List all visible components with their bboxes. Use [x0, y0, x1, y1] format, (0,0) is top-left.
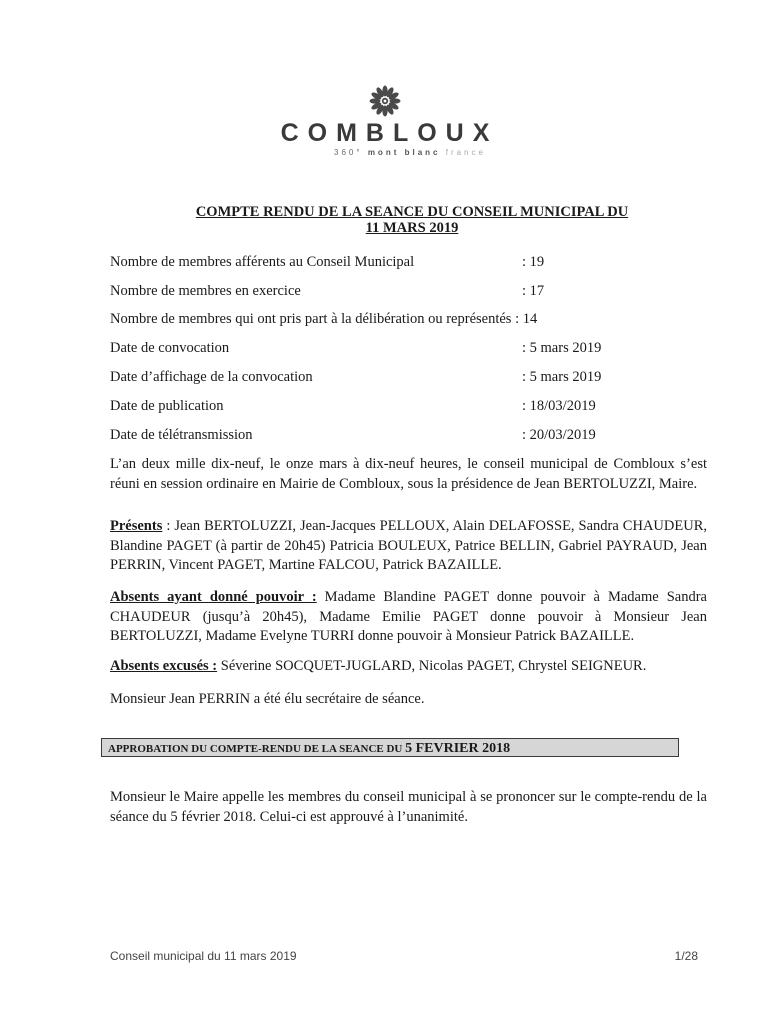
title-line-1: COMPTE RENDU DE LA SEANCE DU CONSEIL MUNICIPAL DU — [195, 204, 629, 220]
footer-title: Conseil municipal du 11 mars 2019 — [110, 949, 297, 963]
page-footer — [110, 949, 698, 963]
stat-row — [110, 282, 545, 300]
stat-label: Date de publication — [110, 398, 224, 414]
stat-row — [110, 339, 602, 357]
stat-row — [110, 368, 602, 386]
stat-value: : 5 mars 2019 — [522, 340, 602, 356]
section-heading-approbation — [101, 738, 679, 757]
approval-paragraph: Monsieur le Maire appelle les membres du conseil municipal à se prononcer sur le compte-rendu de la séance du 5 février 2018. Celui-ci est approuvé à l’unanimité. — [110, 789, 707, 825]
title-line-2: 11 MARS 2019 — [365, 220, 459, 236]
stat-label: Nombre de membres qui ont pris part à la délibération ou représentés : 14 — [110, 311, 538, 327]
stat-value: : 5 mars 2019 — [522, 369, 602, 385]
stat-value: : 20/03/2019 — [522, 427, 596, 443]
secretaire-paragraph: Monsieur Jean PERRIN a été élu secrétaire de séance. — [110, 691, 425, 707]
presents-label: Présents — [110, 518, 163, 534]
absents-pouvoir-paragraph — [110, 588, 707, 647]
logo-tag-france: france — [445, 148, 486, 157]
logo-tag-montblanc: mont blanc — [367, 148, 441, 157]
header-logo — [0, 84, 770, 158]
intro-paragraph: L’an deux mille dix-neuf, le onze mars à dix-neuf heures, le conseil municipal de Combloux s’est réuni en session ordinaire en Mairie de Combloux, sous la présidence de Jean BERTOLUZZI, Maire. — [110, 456, 707, 492]
section-heading-date: 5 FEVRIER 2018 — [405, 741, 511, 756]
presents-text: : Jean BERTOLUZZI, Jean-Jacques PELLOUX, Alain DELAFOSSE, Sandra CHAUDEUR, Blandine PAGET (à partir de 20h45) Patricia BOULEUX, Patrice BELLIN, Gabriel PAYRAUD, Jean PERRIN, Vincent PAGET, Martine FALCOU, Patrick BAZAILLE. — [110, 518, 707, 573]
stat-label: Date de convocation — [110, 340, 230, 356]
stat-label: Date d’affichage de la convocation — [110, 369, 313, 385]
stat-label: Nombre de membres en exercice — [110, 283, 301, 299]
absents-excuses-label: Absents excusés : — [110, 658, 218, 674]
stat-value: : 19 — [522, 254, 545, 270]
stat-value: : 17 — [522, 283, 545, 299]
page-number: 1/28 — [674, 949, 698, 963]
logo-wordmark: COMBLOUX — [280, 119, 499, 147]
logo-tag-360: 360° — [334, 148, 363, 157]
presents-paragraph — [110, 517, 707, 576]
stat-row — [110, 397, 596, 415]
stat-row — [110, 253, 545, 271]
absents-pouvoir-label: Absents ayant donné pouvoir : — [110, 589, 317, 605]
stat-row — [110, 310, 537, 328]
snowflake-icon — [368, 84, 402, 118]
absents-excuses-text: Séverine SOCQUET-JUGLARD, Nicolas PAGET, Chrystel SEIGNEUR. — [217, 658, 647, 674]
absents-pouvoir-text: Madame Blandine PAGET donne pouvoir à Madame Sandra CHAUDEUR (jusqu’à 20h45), Madame Emilie PAGET donne pouvoir à Monsieur Jean BERTOLUZZI, Madame Evelyne TURRI donne pouvoir à Monsieur Patrick BAZAILLE. — [110, 589, 707, 644]
stat-value: : 18/03/2019 — [522, 398, 596, 414]
document-title — [110, 204, 714, 236]
absents-excuses-paragraph — [110, 657, 707, 677]
stat-label: Nombre de membres afférents au Conseil Municipal — [110, 254, 415, 270]
stat-label: Date de télétransmission — [110, 427, 253, 443]
logo-tagline — [0, 148, 770, 158]
section-heading-text: APPROBATION DU COMPTE-RENDU DE LA SEANCE DU — [108, 743, 403, 755]
stat-row — [110, 426, 596, 444]
